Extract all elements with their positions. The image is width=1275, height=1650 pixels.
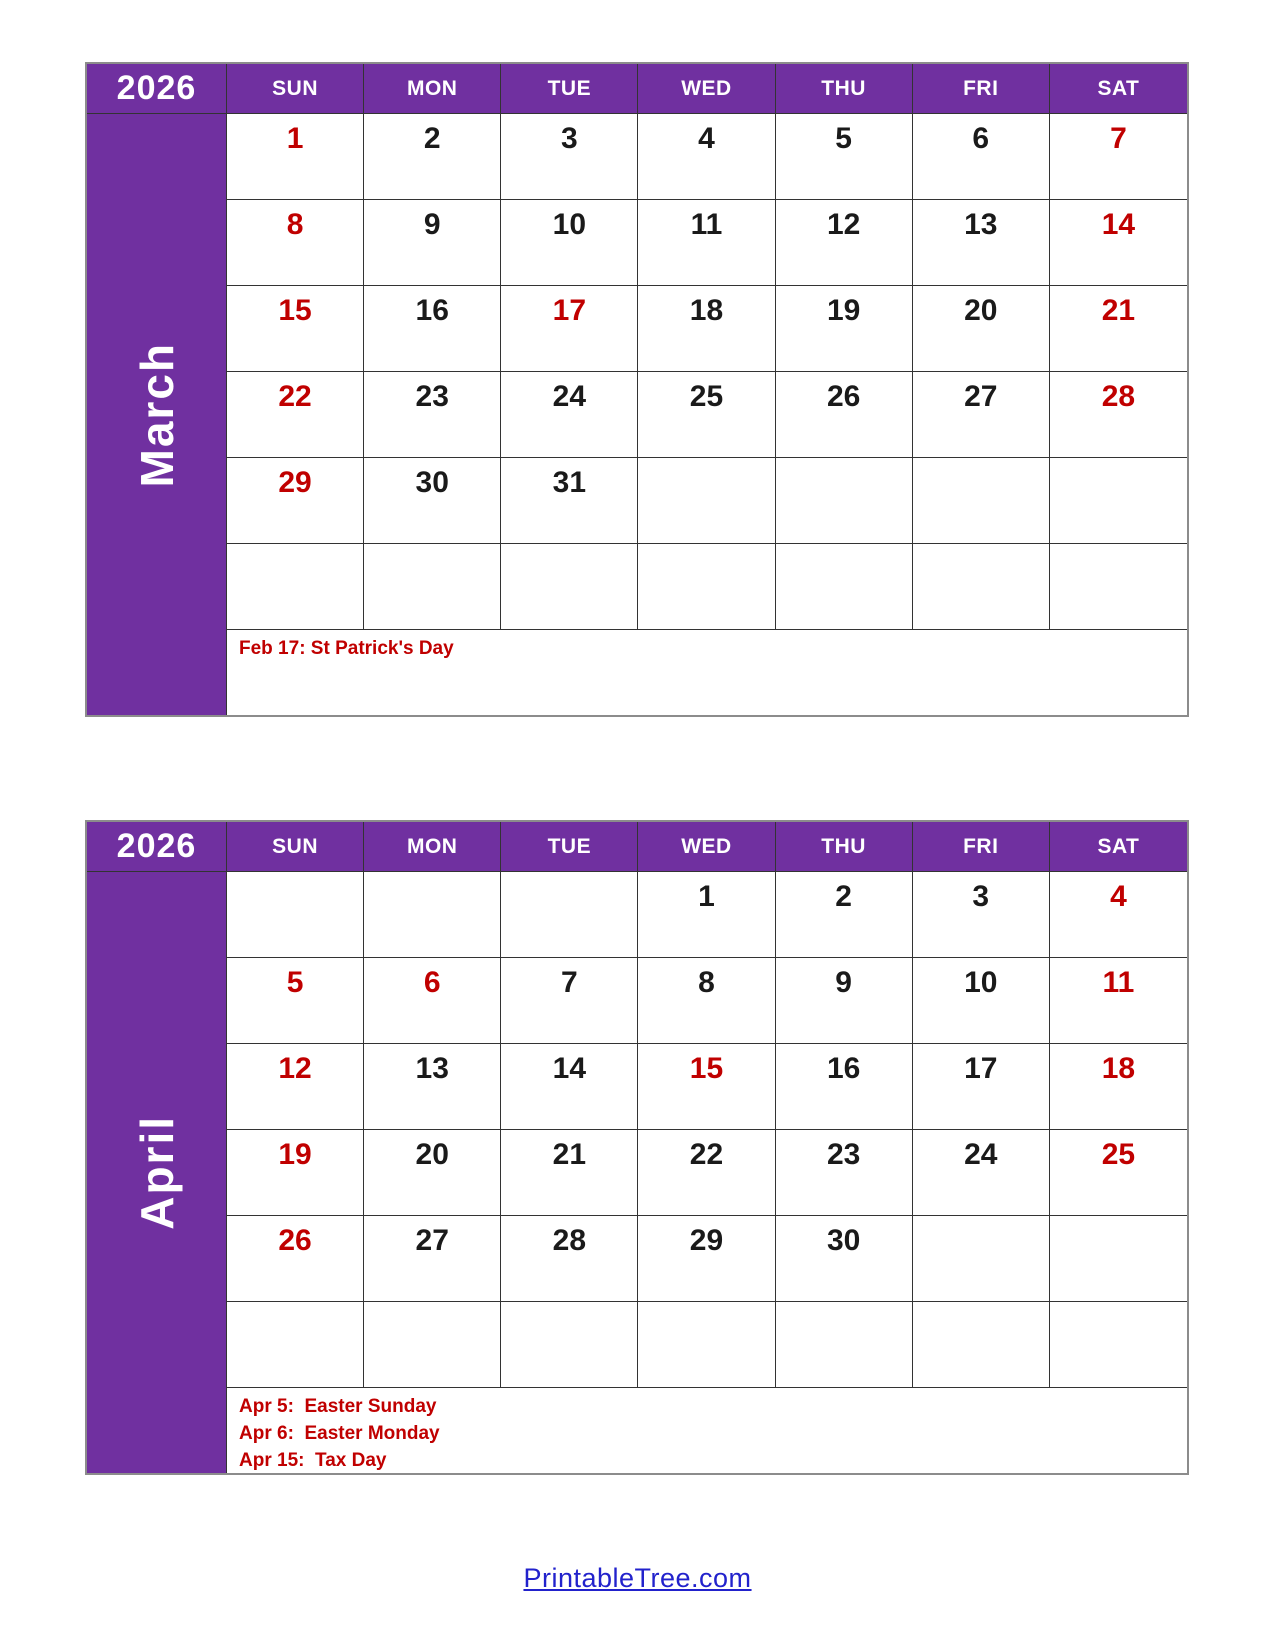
date-cell-empty	[913, 458, 1050, 544]
date-cell-12: 12	[227, 1044, 364, 1130]
date-cell-26: 26	[776, 372, 913, 458]
date-cell-8: 8	[638, 958, 775, 1044]
day-header-mon: MON	[364, 822, 501, 872]
date-cell-empty	[776, 458, 913, 544]
date-cell-24: 24	[913, 1130, 1050, 1216]
date-cell-2: 2	[776, 872, 913, 958]
footer-link[interactable]: PrintableTree.com	[523, 1563, 752, 1593]
date-cell-10: 10	[913, 958, 1050, 1044]
holiday-notes	[227, 1388, 1187, 1473]
date-cell-6: 6	[913, 114, 1050, 200]
date-cell-empty	[913, 1302, 1050, 1388]
day-header-sat: SAT	[1050, 64, 1187, 114]
date-cell-22: 22	[638, 1130, 775, 1216]
date-cell-empty	[227, 872, 364, 958]
date-cell-27: 27	[913, 372, 1050, 458]
date-cell-9: 9	[364, 200, 501, 286]
date-cell-empty	[1050, 458, 1187, 544]
date-cell-18: 18	[638, 286, 775, 372]
date-cell-13: 13	[913, 200, 1050, 286]
day-header-wed: WED	[638, 64, 775, 114]
date-cell-11: 11	[1050, 958, 1187, 1044]
date-cell-22: 22	[227, 372, 364, 458]
date-cell-23: 23	[364, 372, 501, 458]
holiday-note: Apr 15: Tax Day	[239, 1449, 387, 1471]
date-cell-30: 30	[776, 1216, 913, 1302]
month-name: March	[130, 341, 183, 488]
date-cell-empty	[638, 458, 775, 544]
date-cell-15: 15	[227, 286, 364, 372]
date-cell-27: 27	[364, 1216, 501, 1302]
date-cell-empty	[1050, 1302, 1187, 1388]
day-header-thu: THU	[776, 64, 913, 114]
date-cell-29: 29	[638, 1216, 775, 1302]
date-cell-25: 25	[638, 372, 775, 458]
date-cell-16: 16	[776, 1044, 913, 1130]
date-cell-5: 5	[227, 958, 364, 1044]
date-cell-21: 21	[1050, 286, 1187, 372]
day-header-fri: FRI	[913, 822, 1050, 872]
date-cell-3: 3	[501, 114, 638, 200]
date-cell-5: 5	[776, 114, 913, 200]
holiday-notes	[227, 630, 1187, 715]
date-cell-17: 17	[501, 286, 638, 372]
calendar-march-2026	[85, 62, 1189, 717]
day-header-fri: FRI	[913, 64, 1050, 114]
date-cell-8: 8	[227, 200, 364, 286]
day-header-sun: SUN	[227, 64, 364, 114]
day-header-sat: SAT	[1050, 822, 1187, 872]
date-cell-empty	[364, 872, 501, 958]
date-cell-28: 28	[1050, 372, 1187, 458]
holiday-note: Apr 6: Easter Monday	[239, 1422, 440, 1444]
date-cell-31: 31	[501, 458, 638, 544]
date-cell-19: 19	[227, 1130, 364, 1216]
day-header-sun: SUN	[227, 822, 364, 872]
date-cell-empty	[776, 544, 913, 630]
month-name: April	[130, 1115, 183, 1230]
date-cell-empty	[638, 1302, 775, 1388]
date-cell-4: 4	[638, 114, 775, 200]
date-cell-21: 21	[501, 1130, 638, 1216]
date-cell-30: 30	[364, 458, 501, 544]
month-sidebar	[87, 872, 227, 1473]
year-label: 2026	[87, 64, 227, 114]
date-cell-11: 11	[638, 200, 775, 286]
holiday-note: Feb 17: St Patrick's Day	[239, 638, 454, 659]
date-cell-24: 24	[501, 372, 638, 458]
date-cell-empty	[501, 544, 638, 630]
calendar-april-2026	[85, 820, 1189, 1475]
day-header-tue: TUE	[501, 822, 638, 872]
date-cell-12: 12	[776, 200, 913, 286]
date-cell-14: 14	[501, 1044, 638, 1130]
day-header-tue: TUE	[501, 64, 638, 114]
date-cell-empty	[776, 1302, 913, 1388]
date-cell-empty	[913, 544, 1050, 630]
date-cell-23: 23	[776, 1130, 913, 1216]
footer	[0, 1563, 1275, 1594]
date-cell-16: 16	[364, 286, 501, 372]
year-label: 2026	[87, 822, 227, 872]
date-cell-10: 10	[501, 200, 638, 286]
date-cell-empty	[1050, 544, 1187, 630]
date-cell-18: 18	[1050, 1044, 1187, 1130]
day-header-thu: THU	[776, 822, 913, 872]
date-cell-1: 1	[227, 114, 364, 200]
date-cell-7: 7	[501, 958, 638, 1044]
holiday-note: Apr 5: Easter Sunday	[239, 1396, 437, 1417]
day-header-wed: WED	[638, 822, 775, 872]
date-cell-19: 19	[776, 286, 913, 372]
date-cell-29: 29	[227, 458, 364, 544]
date-cell-20: 20	[364, 1130, 501, 1216]
date-cell-2: 2	[364, 114, 501, 200]
date-cell-empty	[501, 872, 638, 958]
date-cell-empty	[227, 544, 364, 630]
date-cell-17: 17	[913, 1044, 1050, 1130]
date-cell-1: 1	[638, 872, 775, 958]
date-cell-empty	[364, 544, 501, 630]
day-header-mon: MON	[364, 64, 501, 114]
date-cell-7: 7	[1050, 114, 1187, 200]
month-sidebar	[87, 114, 227, 715]
date-cell-empty	[1050, 1216, 1187, 1302]
date-cell-15: 15	[638, 1044, 775, 1130]
date-cell-6: 6	[364, 958, 501, 1044]
date-cell-28: 28	[501, 1216, 638, 1302]
date-cell-13: 13	[364, 1044, 501, 1130]
date-cell-3: 3	[913, 872, 1050, 958]
date-cell-9: 9	[776, 958, 913, 1044]
date-cell-20: 20	[913, 286, 1050, 372]
date-cell-26: 26	[227, 1216, 364, 1302]
date-cell-14: 14	[1050, 200, 1187, 286]
date-cell-4: 4	[1050, 872, 1187, 958]
date-cell-empty	[913, 1216, 1050, 1302]
date-cell-empty	[227, 1302, 364, 1388]
date-cell-25: 25	[1050, 1130, 1187, 1216]
date-cell-empty	[638, 544, 775, 630]
date-cell-empty	[364, 1302, 501, 1388]
date-cell-empty	[501, 1302, 638, 1388]
